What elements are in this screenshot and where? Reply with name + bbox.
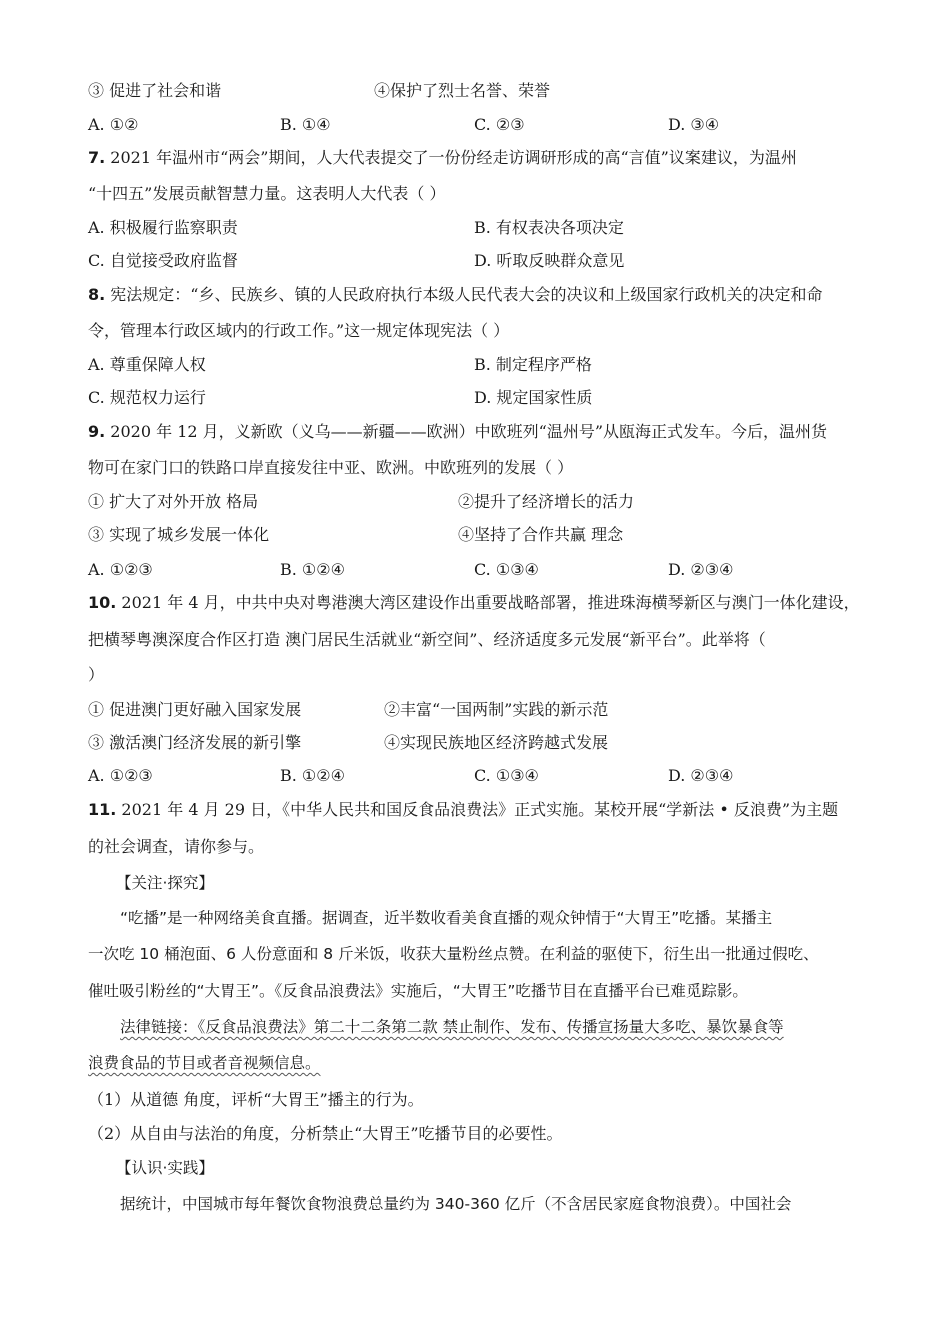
q11-stem-line2: 的社会调查，请你参与。 — [88, 837, 265, 856]
q9-choice-a: A. ①②③ — [88, 560, 153, 579]
q8-number: 8. — [88, 285, 106, 304]
q9-choice-b: B. ①②④ — [280, 560, 345, 579]
q10-choice-b: B. ①②④ — [280, 766, 345, 785]
q9-choice-c: C. ①③④ — [474, 560, 539, 579]
q9-option-2: ②提升了经济增长的活力 — [458, 492, 635, 511]
q11-stem-line1 — [88, 800, 838, 820]
q8-choice-a: A. 尊重保障人权 — [88, 355, 206, 374]
q9-option-1: ① 扩大了对外开放 格局 — [88, 492, 259, 511]
q10-stem-line1 — [88, 593, 860, 613]
q10-option-4: ④实现民族地区经济跨越式发展 — [384, 733, 609, 752]
q9-stem-line2: 物可在家门口的铁路口岸直接发往中亚、欧洲。中欧班列的发展（ ） — [88, 458, 574, 477]
q7-stem-line2: “十四五”发展贡献智慧力量。这表明人大代表（ ） — [88, 184, 446, 203]
q7-stem-line1 — [88, 148, 797, 168]
q11-text-1: 2021 年 4 月 29 日，《中华人民共和国反食品浪费法》正式实施。某校开展“学新法 • 反浪费”为主题 — [116, 800, 839, 819]
q8-choice-d: D. 规定国家性质 — [474, 388, 593, 407]
q10-option-3: ③ 激活澳门经济发展的新引擎 — [88, 733, 302, 752]
q7-choice-b: B. 有权表决各项决定 — [474, 218, 624, 237]
q7-choice-a: A. 积极履行监察职责 — [88, 218, 238, 237]
q7-choice-d: D. 听取反映群众意见 — [474, 251, 625, 270]
q6-choice-c: C. ②③ — [474, 115, 525, 134]
q10-option-2: ②丰富“一国两制”实践的新示范 — [384, 700, 609, 719]
q6-option-4: ④保护了烈士名誉、荣誉 — [374, 81, 551, 100]
q8-stem-line2: 令，管理本行政区域内的行政工作。”这一规定体现宪法（ ） — [88, 321, 510, 340]
q10-choice-c: C. ①③④ — [474, 766, 539, 785]
q10-stem-line2: 把横琴粤澳深度合作区打造 澳门居民生活就业“新空间”、经济适度多元发展“新平台”。此举将（ — [88, 630, 766, 649]
q9-text-1: 2020 年 12 月，义新欧（义乌——新疆——欧洲）中欧班列“温州号”从瓯海正式发车。今后，温州货 — [105, 422, 828, 441]
material-line-3: 催吐吸引粉丝的“大胃王”。《反食品浪费法》实施后，“大胃王”吃播节目在直播平台已难觅踪影。 — [88, 982, 748, 1000]
q9-number: 9. — [88, 422, 106, 441]
q10-number: 10. — [88, 593, 117, 612]
q7-number: 7. — [88, 148, 106, 167]
material2-line-1: 据统计，中国城市每年餐饮食物浪费总量约为 340-360 亿斤（不含居民家庭食物浪费）。中国社会 — [120, 1195, 792, 1213]
section-heading-explore: 【关注·探究】 — [116, 874, 214, 892]
material-line-1: “吃播”是一种网络美食直播。据调查，近半数收看美食直播的观众钟情于“大胃王”吃播。某播主 — [120, 909, 773, 927]
q10-option-1: ① 促进澳门更好融入国家发展 — [88, 700, 302, 719]
q8-choice-b: B. 制定程序严格 — [474, 355, 592, 374]
q7-choice-c: C. 自觉接受政府监督 — [88, 251, 238, 270]
material-line-2: 一次吃 10 桶泡面、6 人份意面和 8 斤米饭，收获大量粉丝点赞。在利益的驱使下，衍生出一批通过假吃、 — [88, 945, 819, 963]
q10-choice-a: A. ①②③ — [88, 766, 153, 785]
q9-option-4: ④坚持了合作共赢 理念 — [458, 525, 624, 544]
q10-stem-line3: ） — [88, 665, 105, 684]
q6-option-3: ③ 促进了社会和谐 — [88, 81, 222, 100]
sub-question-2: （2）从自由与法治的角度，分析禁止“大胃王”吃播节目的必要性。 — [88, 1124, 563, 1143]
q10-text-1: 2021 年 4 月，中共中央对粤港澳大湾区建设作出重要战略部署，推进珠海横琴新区与澳门一体化建设， — [116, 593, 860, 612]
q8-stem-line1 — [88, 285, 823, 305]
q9-option-3: ③ 实现了城乡发展一体化 — [88, 525, 270, 544]
q9-choice-d: D. ②③④ — [668, 560, 734, 579]
law-link-line-2: 浪费食品的节目或者音视频信息。 — [88, 1054, 321, 1072]
section-heading-practice: 【认识·实践】 — [116, 1159, 214, 1177]
law-link-line-1: 法律链接：《反食品浪费法》第二十二条第二款 禁止制作、发布、传播宣扬量大多吃、暴饮暴食等 — [120, 1018, 784, 1036]
q8-choice-c: C. 规范权力运行 — [88, 388, 206, 407]
sub-question-1: （1）从道德 角度，评析“大胃王”播主的行为。 — [88, 1090, 424, 1109]
q11-number: 11. — [88, 800, 117, 819]
q10-choice-d: D. ②③④ — [668, 766, 734, 785]
q8-text-1: 宪法规定：“乡、民族乡、镇的人民政府执行本级人民代表大会的决议和上级国家行政机关的决定和命 — [105, 285, 823, 304]
q6-choice-b: B. ①④ — [280, 115, 331, 134]
q6-choice-a: A. ①② — [88, 115, 139, 134]
q9-stem-line1 — [88, 422, 827, 442]
q6-choice-d: D. ③④ — [668, 115, 720, 134]
q7-text-1: 2021 年温州市“两会”期间，人大代表提交了一份份经走访调研形成的高“言值”议案建议，为温州 — [105, 148, 797, 167]
